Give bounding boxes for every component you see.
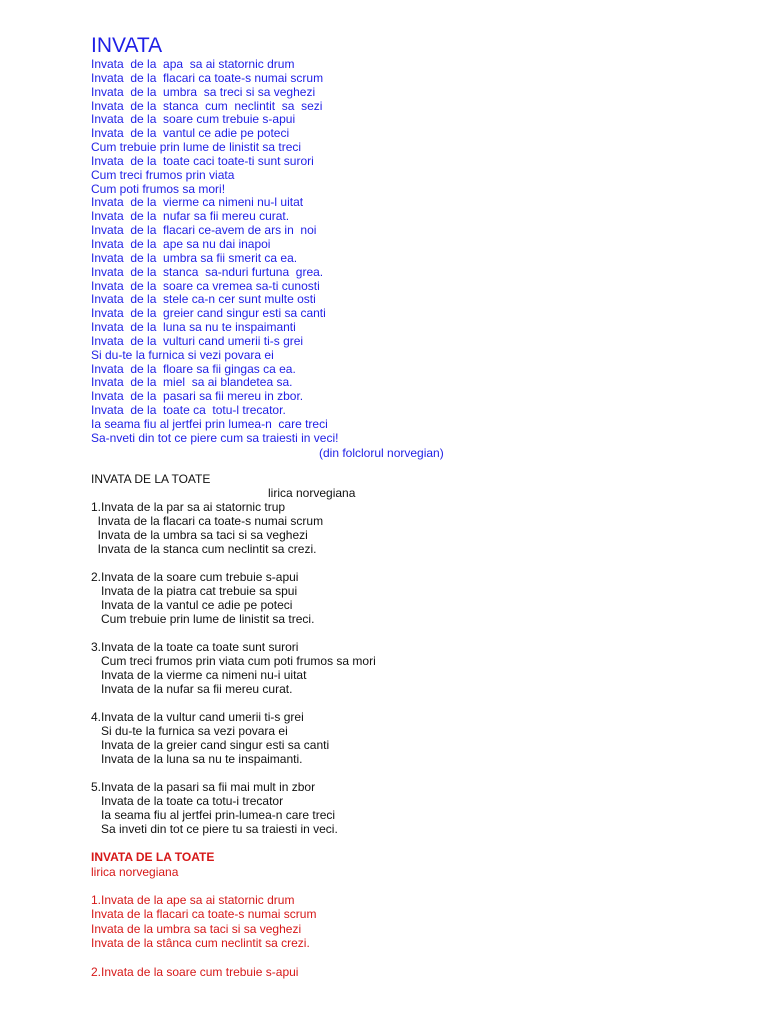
- poem-line: Invata de la nufar sa fii mereu curat.: [91, 209, 290, 224]
- stanza-line: Cum treci frumos prin viata cum poti frumos sa mori: [91, 653, 376, 668]
- poem-line: Invata de la floare sa fii gingas ca ea.: [91, 361, 296, 376]
- poem-line: Invata de la toate ca totu-l trecator.: [91, 403, 286, 418]
- stanza-line: Invata de la greier cand singur esti sa canti: [91, 737, 330, 752]
- poem-line: Cum trebuie prin lume de linistit sa treci: [91, 140, 302, 155]
- poem-line: Cum treci frumos prin viata: [91, 167, 235, 182]
- poem-line: Invata de la umbra sa fii smerit ca ea.: [91, 250, 298, 265]
- red-poem-section: [91, 850, 711, 980]
- poem-line: Invata de la stanca sa-nduri furtuna grea.: [91, 264, 324, 279]
- poem-line: Invata de la vierme ca nimeni nu-l uitat: [91, 195, 304, 210]
- stanza: [91, 965, 711, 980]
- poem-line: Invata de la stanca cum neclintit sa sezi: [91, 98, 323, 113]
- poem-line: Ia seama fiu al jertfei prin lumea-n care treci: [91, 416, 328, 431]
- stanza: [91, 780, 711, 836]
- stanza-line: Invata de la piatra cat trebuie sa spui: [91, 583, 298, 598]
- poem-line: Invata de la toate caci toate-ti sunt surori: [91, 153, 314, 168]
- poem-line: Invata de la flacari ca toate-s numai scrum: [91, 70, 324, 85]
- stanza: [91, 500, 711, 556]
- poem-line: Invata de la greier cand singur esti sa canti: [91, 306, 326, 321]
- stanza-line: Invata de la vierme ca nimeni nu-i uitat: [91, 667, 307, 682]
- poem-line: Invata de la stele ca-n cer sunt multe osti: [91, 292, 316, 307]
- stanza-line: Invata de la nufar sa fii mereu curat.: [91, 681, 293, 696]
- poem-line: Si du-te la furnica si vezi povara ei: [91, 347, 274, 362]
- poem-line: Invata de la soare ca vremea sa-ti cunosti: [91, 278, 320, 293]
- black-poem-section: [91, 472, 711, 836]
- red-stanzas: [91, 893, 711, 980]
- poem-line: Invata de la luna sa nu te inspaimanti: [91, 320, 296, 335]
- stanza-line: 2.Invata de la soare cum trebuie s-apui: [91, 569, 299, 584]
- poem-line: Invata de la apa sa ai statornic drum: [91, 57, 295, 71]
- stanza-line: Si du-te la furnica sa vezi povara ei: [91, 723, 288, 738]
- stanza-line: Invata de la stanca cum neclintit sa crezi.: [91, 541, 317, 556]
- stanza-line: 1.Invata de la ape sa ai statornic drum: [91, 892, 295, 907]
- stanza-line: Invata de la vantul ce adie pe poteci: [91, 597, 293, 612]
- poem-line: Invata de la soare cum trebuie s-apui: [91, 112, 296, 127]
- stanza: [91, 570, 711, 626]
- poem-credit: (din folclorul norvegian): [319, 445, 444, 460]
- stanza-line: Invata de la umbra sa taci si sa veghezi: [91, 921, 302, 936]
- stanza: [91, 640, 711, 696]
- poem-line: Invata de la flacari ce-avem de ars in noi: [91, 223, 317, 238]
- black-stanzas: [91, 500, 711, 836]
- poem-line: Invata de la ape sa nu dai inapoi: [91, 236, 271, 251]
- poem-line: Sa-nveti din tot ce piere cum sa traiesti in veci!: [91, 430, 339, 445]
- stanza-line: Ia seama fiu al jertfei prin-lumea-n care treci: [91, 807, 336, 822]
- stanza: [91, 710, 711, 766]
- stanza-line: Invata de la luna sa nu te inspaimanti.: [91, 751, 303, 766]
- stanza-line: Sa inveti din tot ce piere tu sa traiesti in veci.: [91, 821, 338, 836]
- blue-poem: [91, 58, 711, 446]
- stanza: [91, 893, 711, 951]
- stanza-line: 2.Invata de la soare cum trebuie s-apui: [91, 964, 299, 979]
- stanza-line: 1.Invata de la par sa ai statornic trup: [91, 499, 286, 514]
- stanza-line: 5.Invata de la pasari sa fii mai mult in zbor: [91, 779, 316, 794]
- black-section-subtitle: lirica norvegiana: [268, 485, 356, 500]
- poem-line: Invata de la pasari sa fii mereu in zbor.: [91, 389, 304, 404]
- red-section-subtitle: lirica norvegiana: [91, 864, 179, 879]
- poem-line: Invata de la vulturi cand umerii ti-s grei: [91, 333, 304, 348]
- stanza-line: Invata de la toate ca totu-i trecator: [91, 793, 284, 808]
- document-page: [91, 34, 711, 993]
- poem-line: Invata de la miel sa ai blandetea sa.: [91, 375, 293, 390]
- stanza-line: Invata de la flacari ca toate-s numai scrum: [91, 513, 324, 528]
- stanza-line: Invata de la umbra sa taci si sa veghezi: [91, 527, 308, 542]
- page-title: INVATA: [91, 34, 163, 57]
- black-section-title: INVATA DE LA TOATE: [91, 471, 211, 486]
- stanza-line: Invata de la flacari ca toate-s numai scrum: [91, 907, 317, 922]
- poem-line: Invata de la vantul ce adie pe poteci: [91, 126, 290, 141]
- stanza-line: 3.Invata de la toate ca toate sunt surori: [91, 639, 299, 654]
- poem-line: Cum poti frumos sa mori!: [91, 181, 226, 196]
- red-section-title: INVATA DE LA TOATE: [91, 849, 215, 864]
- stanza-line: 4.Invata de la vultur cand umerii ti-s grei: [91, 709, 304, 724]
- poem-line: Invata de la umbra sa treci si sa veghezi: [91, 84, 316, 99]
- stanza-line: Cum trebuie prin lume de linistit sa treci.: [91, 611, 315, 626]
- stanza-line: Invata de la stânca cum neclintit sa crezi.: [91, 936, 310, 951]
